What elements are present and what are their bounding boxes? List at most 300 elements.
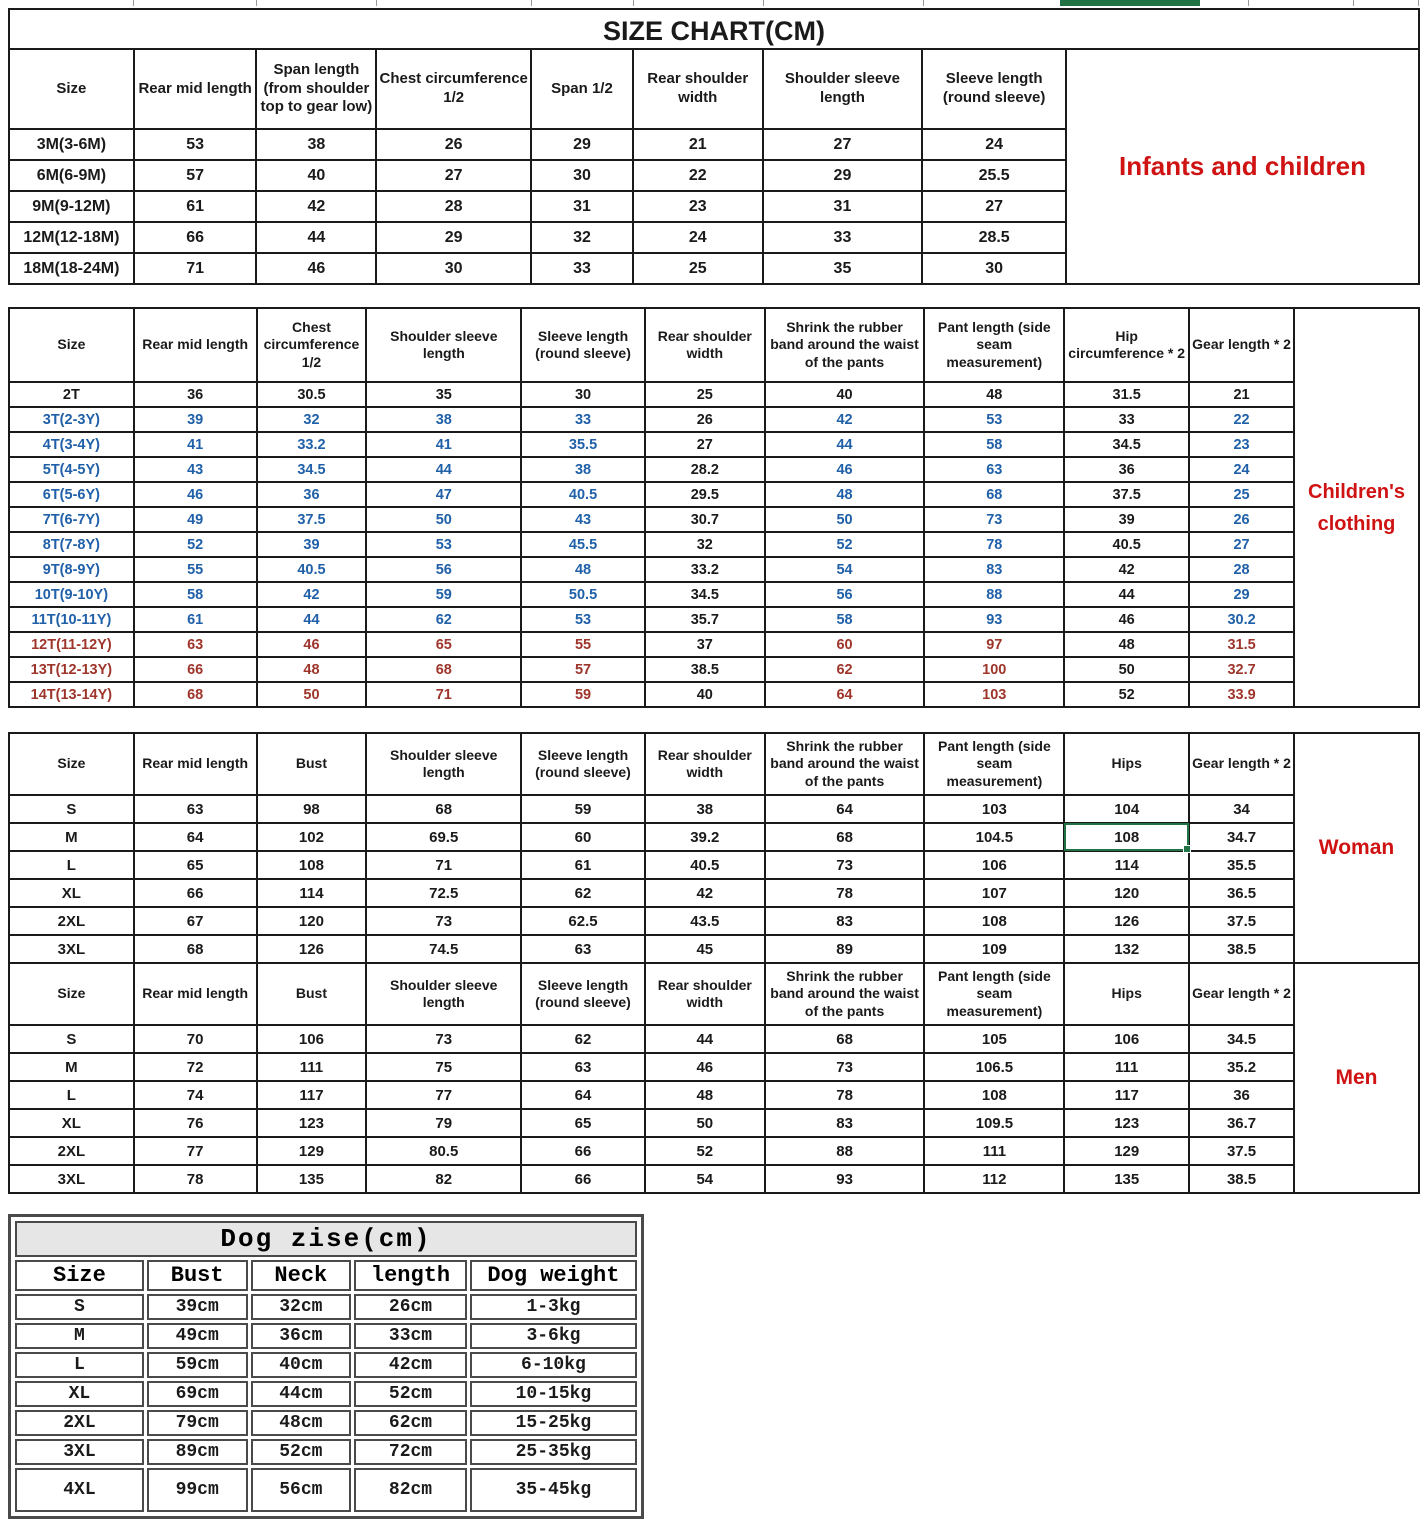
table-cell: 62 xyxy=(521,1025,645,1053)
table-cell: 102 xyxy=(257,823,367,851)
table-cell: 35.2 xyxy=(1189,1053,1294,1081)
table-cell: 73 xyxy=(924,507,1064,532)
table-cell: 34.7 xyxy=(1189,823,1294,851)
table-cell: 34.5 xyxy=(1064,432,1189,457)
table-cell: 23 xyxy=(633,191,763,222)
column-header: Size xyxy=(15,1260,144,1291)
data-row xyxy=(9,129,1066,160)
column-header: Rear mid length xyxy=(134,49,257,129)
table-cell: 61 xyxy=(134,191,257,222)
data-row xyxy=(9,907,1294,935)
table-cell: 66 xyxy=(134,879,257,907)
table-cell: 44 xyxy=(1064,582,1189,607)
table-cell: 98 xyxy=(257,795,367,823)
table-cell: 44cm xyxy=(251,1381,352,1407)
section-label-men: Men xyxy=(1293,962,1420,1194)
table-cell: L xyxy=(15,1352,144,1378)
data-row xyxy=(15,1381,637,1407)
column-header: Hips xyxy=(1064,733,1189,795)
table-cell: 46 xyxy=(645,1053,765,1081)
table-cell: 32.7 xyxy=(1189,657,1294,682)
table-cell: 2XL xyxy=(9,1137,134,1165)
table-cell: 68 xyxy=(366,657,521,682)
table-cell: 126 xyxy=(257,935,367,963)
table-cell: 63 xyxy=(924,457,1064,482)
table-cell: 34.5 xyxy=(645,582,765,607)
table-cell: 33 xyxy=(763,222,923,253)
green-cells-strip xyxy=(1060,0,1200,6)
table-cell: 26 xyxy=(376,129,531,160)
table-cell: 52 xyxy=(645,1137,765,1165)
size-chart-image xyxy=(8,0,1420,1519)
table-cell: 34.5 xyxy=(257,457,367,482)
data-row xyxy=(9,1165,1294,1193)
table-cell: 22 xyxy=(633,160,763,191)
table-cell: 63 xyxy=(134,632,257,657)
table-cell: 70 xyxy=(134,1025,257,1053)
dog-size-table-wrapper xyxy=(8,1214,644,1519)
table-cell: 29 xyxy=(531,129,633,160)
data-row xyxy=(9,607,1294,632)
table-cell: 2XL xyxy=(15,1410,144,1436)
data-row xyxy=(9,191,1066,222)
table-cell: M xyxy=(15,1323,144,1349)
gridline-tick xyxy=(531,0,532,6)
column-header: Pant length (side seam measurement) xyxy=(924,963,1064,1025)
table-cell: 5T(4-5Y) xyxy=(9,457,134,482)
table-cell: 35.5 xyxy=(521,432,645,457)
table-cell: 44 xyxy=(645,1025,765,1053)
table-cell: 68 xyxy=(765,823,925,851)
table-cell: 108 xyxy=(257,851,367,879)
table-cell: 52 xyxy=(765,532,925,557)
table-cell: 33.2 xyxy=(645,557,765,582)
table-cell: 68 xyxy=(134,935,257,963)
table-cell: 65 xyxy=(134,851,257,879)
table-cell: 64 xyxy=(521,1081,645,1109)
data-row xyxy=(9,879,1294,907)
table-cell: 7T(6-7Y) xyxy=(9,507,134,532)
table-cell: 68 xyxy=(765,1025,925,1053)
table-cell: 29.5 xyxy=(645,482,765,507)
table-cell: 42 xyxy=(257,582,367,607)
header-row xyxy=(15,1221,637,1257)
data-row xyxy=(9,557,1294,582)
table-cell: 44 xyxy=(257,607,367,632)
table-cell: 44 xyxy=(256,222,376,253)
column-header: Gear length * 2 xyxy=(1189,733,1294,795)
table-cell: 53 xyxy=(134,129,257,160)
data-row xyxy=(9,657,1294,682)
table-cell: 93 xyxy=(924,607,1064,632)
table-cell: 63 xyxy=(134,795,257,823)
table-cell: 62 xyxy=(521,879,645,907)
table-cell: 32 xyxy=(645,532,765,557)
table-cell: 64 xyxy=(134,823,257,851)
table-cell: 25.5 xyxy=(922,160,1066,191)
table-cell: 33 xyxy=(521,407,645,432)
data-row xyxy=(9,1137,1294,1165)
table-cell: 106.5 xyxy=(924,1053,1064,1081)
table-cell: 25 xyxy=(633,253,763,284)
infants-section xyxy=(8,8,1420,285)
table-cell: 12M(12-18M) xyxy=(9,222,134,253)
data-row xyxy=(9,160,1066,191)
table-cell: 78 xyxy=(765,1081,925,1109)
column-header: Sleeve length (round sleeve) xyxy=(922,49,1066,129)
column-header: Size xyxy=(9,308,134,382)
table-cell: 62 xyxy=(366,607,521,632)
table-cell: 52cm xyxy=(251,1439,352,1465)
table-cell: 59 xyxy=(521,682,645,707)
table-cell: 41 xyxy=(366,432,521,457)
table-cell: 54 xyxy=(765,557,925,582)
table-cell: 27 xyxy=(922,191,1066,222)
column-header: Sleeve length (round sleeve) xyxy=(521,963,645,1025)
data-row xyxy=(9,532,1294,557)
table-cell: 3XL xyxy=(9,1165,134,1193)
column-header: Rear shoulder width xyxy=(645,308,765,382)
table-cell: 25-35kg xyxy=(470,1439,637,1465)
table-cell: 28 xyxy=(1189,557,1294,582)
table-cell: 43.5 xyxy=(645,907,765,935)
data-row xyxy=(15,1410,637,1436)
column-header: Size xyxy=(9,49,134,129)
table-cell: 88 xyxy=(924,582,1064,607)
table-cell: 135 xyxy=(257,1165,367,1193)
table-cell: 27 xyxy=(645,432,765,457)
table-cell: 59cm xyxy=(147,1352,248,1378)
table-cell: 38 xyxy=(645,795,765,823)
table-cell: 54 xyxy=(645,1165,765,1193)
table-cell: 63 xyxy=(521,1053,645,1081)
column-header: Rear shoulder width xyxy=(645,733,765,795)
data-row xyxy=(9,851,1294,879)
table-cell: 37.5 xyxy=(1064,482,1189,507)
column-header: Dog zise(cm) xyxy=(15,1221,637,1257)
table-cell: 6M(6-9M) xyxy=(9,160,134,191)
table-cell: 80.5 xyxy=(366,1137,521,1165)
table-cell: 40.5 xyxy=(257,557,367,582)
table-cell: 50 xyxy=(257,682,367,707)
column-header: Shoulder sleeve length xyxy=(366,963,521,1025)
column-header: Span 1/2 xyxy=(531,49,633,129)
header-row xyxy=(9,733,1294,795)
table-cell: 8T(7-8Y) xyxy=(9,532,134,557)
data-row xyxy=(9,582,1294,607)
table-cell: 43 xyxy=(134,457,257,482)
table-cell: 49 xyxy=(134,507,257,532)
table-cell: 73 xyxy=(765,1053,925,1081)
table-cell: 66 xyxy=(521,1165,645,1193)
table-cell: 56 xyxy=(765,582,925,607)
table-cell: 46 xyxy=(134,482,257,507)
table-cell: 30 xyxy=(922,253,1066,284)
column-header: Chest circumference 1/2 xyxy=(257,308,367,382)
table-cell: 65 xyxy=(366,632,521,657)
table-cell: 108 xyxy=(1064,823,1189,851)
table-cell: 2T xyxy=(9,382,134,407)
column-header: Hips xyxy=(1064,963,1189,1025)
table-cell: 73 xyxy=(366,907,521,935)
data-row xyxy=(9,1081,1294,1109)
header-row xyxy=(9,963,1294,1025)
table-cell: 69.5 xyxy=(366,823,521,851)
table-cell: 71 xyxy=(366,851,521,879)
table-cell: 6-10kg xyxy=(470,1352,637,1378)
table-cell: 129 xyxy=(257,1137,367,1165)
table-cell: 78 xyxy=(765,879,925,907)
table-cell: 10T(9-10Y) xyxy=(9,582,134,607)
table-cell: 4XL xyxy=(15,1468,144,1512)
table-cell: S xyxy=(9,795,134,823)
table-cell: 34 xyxy=(1189,795,1294,823)
table-cell: 52 xyxy=(134,532,257,557)
data-row xyxy=(9,823,1294,851)
table-cell: 83 xyxy=(765,907,925,935)
column-header: Shoulder sleeve length xyxy=(366,308,521,382)
table-cell: 40.5 xyxy=(645,851,765,879)
table-cell: 39 xyxy=(134,407,257,432)
table-cell: 42 xyxy=(256,191,376,222)
table-cell: 114 xyxy=(257,879,367,907)
table-cell: 3M(3-6M) xyxy=(9,129,134,160)
table-cell: 9T(8-9Y) xyxy=(9,557,134,582)
table-cell: 29 xyxy=(1189,582,1294,607)
table-cell: 78 xyxy=(924,532,1064,557)
table-cell: M xyxy=(9,1053,134,1081)
table-cell: 38 xyxy=(366,407,521,432)
table-cell: 64 xyxy=(765,795,925,823)
gridline-tick xyxy=(633,0,634,6)
gridline-tick xyxy=(256,0,257,6)
column-header: Rear mid length xyxy=(134,963,257,1025)
table-cell: 135 xyxy=(1064,1165,1189,1193)
data-row xyxy=(15,1468,637,1512)
table-cell: 111 xyxy=(924,1137,1064,1165)
column-header: Chest circumference 1/2 xyxy=(376,49,531,129)
table-cell: 89cm xyxy=(147,1439,248,1465)
table-cell: 106 xyxy=(257,1025,367,1053)
table-cell: 23 xyxy=(1189,432,1294,457)
column-header: Rear shoulder width xyxy=(645,963,765,1025)
column-header: Dog weight xyxy=(470,1260,637,1291)
table-cell: 50 xyxy=(645,1109,765,1137)
table-cell: 53 xyxy=(924,407,1064,432)
table-cell: 71 xyxy=(134,253,257,284)
table-cell: L xyxy=(9,851,134,879)
table-cell: 75 xyxy=(366,1053,521,1081)
table-cell: 53 xyxy=(521,607,645,632)
gridline-tick xyxy=(1353,0,1354,6)
table-cell: 40 xyxy=(765,382,925,407)
table-cell: 26 xyxy=(645,407,765,432)
table-cell: 68 xyxy=(924,482,1064,507)
table-cell: 30 xyxy=(521,382,645,407)
table-cell: 126 xyxy=(1064,907,1189,935)
table-cell: 99cm xyxy=(147,1468,248,1512)
table-cell: 89 xyxy=(765,935,925,963)
table-cell: 38 xyxy=(521,457,645,482)
table-cell: 36.5 xyxy=(1189,879,1294,907)
table-cell: 38.5 xyxy=(1189,1165,1294,1193)
table-cell: 27 xyxy=(1189,532,1294,557)
table-cell: 35-45kg xyxy=(470,1468,637,1512)
spreadsheet-gridline-strip xyxy=(8,0,1420,8)
table-cell: 111 xyxy=(257,1053,367,1081)
table-cell: 72 xyxy=(134,1053,257,1081)
table-cell: 69cm xyxy=(147,1381,248,1407)
table-cell: 58 xyxy=(134,582,257,607)
table-cell: 3XL xyxy=(9,935,134,963)
table-cell: 68 xyxy=(366,795,521,823)
table-cell: 50 xyxy=(765,507,925,532)
table-cell: 3-6kg xyxy=(470,1323,637,1349)
column-header: Bust xyxy=(147,1260,248,1291)
table-cell: 120 xyxy=(1064,879,1189,907)
table-cell: 33 xyxy=(1064,407,1189,432)
table-cell: 111 xyxy=(1064,1053,1189,1081)
header-row xyxy=(9,308,1294,382)
table-cell: M xyxy=(9,823,134,851)
column-header: Pant length (side seam measurement) xyxy=(924,733,1064,795)
table-cell: 66 xyxy=(134,657,257,682)
table-cell: 29 xyxy=(376,222,531,253)
table-cell: 40.5 xyxy=(1064,532,1189,557)
chart-title: SIZE CHART(CM) xyxy=(8,8,1420,50)
table-cell: 46 xyxy=(765,457,925,482)
table-cell: 117 xyxy=(257,1081,367,1109)
table-cell: 40cm xyxy=(251,1352,352,1378)
table-cell: 12T(11-12Y) xyxy=(9,632,134,657)
children-table xyxy=(8,307,1295,708)
table-cell: 34.5 xyxy=(1189,1025,1294,1053)
data-row xyxy=(9,1025,1294,1053)
table-cell: 37.5 xyxy=(1189,907,1294,935)
table-cell: 108 xyxy=(924,1081,1064,1109)
table-cell: 30.7 xyxy=(645,507,765,532)
table-cell: 117 xyxy=(1064,1081,1189,1109)
table-cell: 88 xyxy=(765,1137,925,1165)
column-header: Gear length * 2 xyxy=(1189,308,1294,382)
header-row xyxy=(9,49,1066,129)
table-cell: 46 xyxy=(257,632,367,657)
section-label-infants: Infants and children xyxy=(1065,48,1420,285)
table-cell: 59 xyxy=(521,795,645,823)
table-cell: 57 xyxy=(134,160,257,191)
table-cell: 30.5 xyxy=(257,382,367,407)
table-cell: 50 xyxy=(366,507,521,532)
data-row xyxy=(9,632,1294,657)
table-cell: 62 xyxy=(765,657,925,682)
column-header: Sleeve length (round sleeve) xyxy=(521,308,645,382)
data-row xyxy=(9,507,1294,532)
table-cell: 48 xyxy=(521,557,645,582)
children-section xyxy=(8,307,1420,708)
column-header: Shrink the rubber band around the waist of the pants xyxy=(765,963,925,1025)
column-header: Shoulder sleeve length xyxy=(763,49,923,129)
table-cell: 37.5 xyxy=(257,507,367,532)
table-cell: 30 xyxy=(531,160,633,191)
adults-label-column xyxy=(1293,732,1420,1194)
table-cell: 74 xyxy=(134,1081,257,1109)
table-cell: 62.5 xyxy=(521,907,645,935)
table-cell: 35.5 xyxy=(1189,851,1294,879)
table-cell: 33 xyxy=(531,253,633,284)
table-cell: 123 xyxy=(1064,1109,1189,1137)
table-cell: 42 xyxy=(765,407,925,432)
table-cell: 107 xyxy=(924,879,1064,907)
table-cell: 39cm xyxy=(147,1294,248,1320)
gridline-tick xyxy=(1418,0,1419,6)
data-row xyxy=(15,1352,637,1378)
table-cell: 78 xyxy=(134,1165,257,1193)
table-cell: 64 xyxy=(765,682,925,707)
data-row xyxy=(9,382,1294,407)
table-cell: 24 xyxy=(922,129,1066,160)
table-cell: 1-3kg xyxy=(470,1294,637,1320)
header-row xyxy=(15,1260,637,1291)
table-cell: 22 xyxy=(1189,407,1294,432)
table-cell: 31.5 xyxy=(1189,632,1294,657)
table-cell: 35 xyxy=(366,382,521,407)
table-cell: 68 xyxy=(134,682,257,707)
column-header: Rear mid length xyxy=(134,733,257,795)
table-cell: 42 xyxy=(1064,557,1189,582)
table-cell: 48cm xyxy=(251,1410,352,1436)
table-cell: 45 xyxy=(645,935,765,963)
table-cell: 104 xyxy=(1064,795,1189,823)
table-cell: 77 xyxy=(134,1137,257,1165)
table-cell: 40 xyxy=(256,160,376,191)
table-cell: 48 xyxy=(924,382,1064,407)
table-cell: 9M(9-12M) xyxy=(9,191,134,222)
table-cell: 36 xyxy=(1189,1081,1294,1109)
table-cell: 129 xyxy=(1064,1137,1189,1165)
data-row xyxy=(9,407,1294,432)
table-cell: 40 xyxy=(645,682,765,707)
table-cell: 35.7 xyxy=(645,607,765,632)
table-cell: 109.5 xyxy=(924,1109,1064,1137)
table-cell: 47 xyxy=(366,482,521,507)
table-cell: 39 xyxy=(1064,507,1189,532)
table-cell: S xyxy=(9,1025,134,1053)
table-cell: 3XL xyxy=(15,1439,144,1465)
table-cell: 73 xyxy=(366,1025,521,1053)
table-cell: 44 xyxy=(765,432,925,457)
table-cell: 37.5 xyxy=(1189,1137,1294,1165)
table-cell: 71 xyxy=(366,682,521,707)
table-cell: 6T(5-6Y) xyxy=(9,482,134,507)
table-cell: 46 xyxy=(1064,607,1189,632)
gridline-tick xyxy=(1248,0,1249,6)
table-cell: 61 xyxy=(134,607,257,632)
table-cell: 48 xyxy=(1064,632,1189,657)
table-cell: 32 xyxy=(257,407,367,432)
table-cell: 42 xyxy=(645,879,765,907)
table-cell: 105 xyxy=(924,1025,1064,1053)
table-cell: 38 xyxy=(256,129,376,160)
table-cell: 32cm xyxy=(251,1294,352,1320)
column-header: Gear length * 2 xyxy=(1189,963,1294,1025)
table-cell: 114 xyxy=(1064,851,1189,879)
table-cell: 26 xyxy=(1189,507,1294,532)
table-cell: 30.2 xyxy=(1189,607,1294,632)
table-cell: 103 xyxy=(924,795,1064,823)
table-cell: 106 xyxy=(1064,1025,1189,1053)
table-cell: XL xyxy=(9,879,134,907)
table-cell: 50 xyxy=(1064,657,1189,682)
